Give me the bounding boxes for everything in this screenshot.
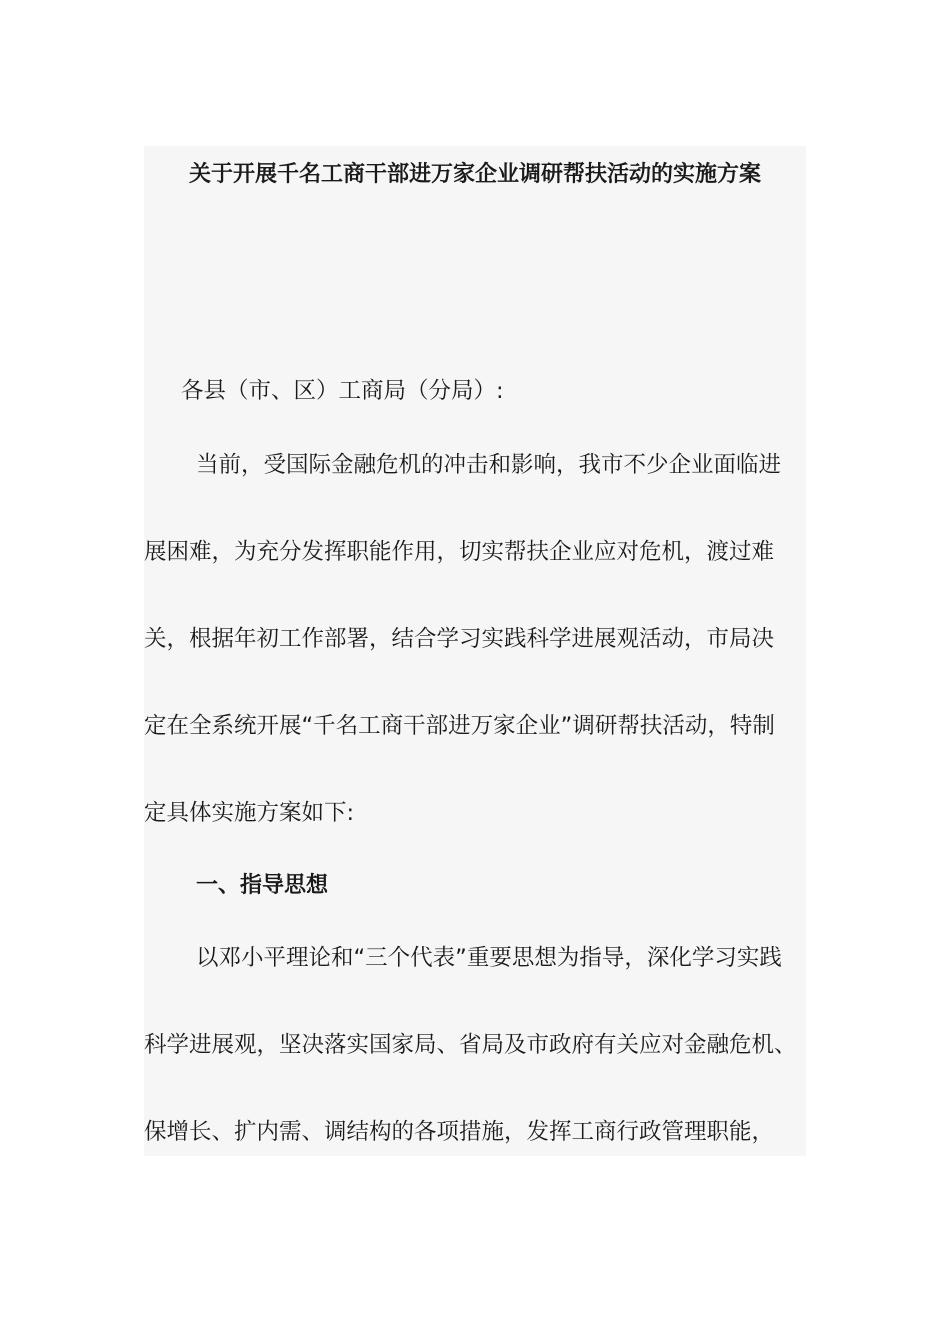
paragraph-2-line-1: 以邓小平理论和“三个代表”重要思想为指导，深化学习实践 <box>196 945 782 971</box>
paragraph-1-line-2: 展困难，为充分发挥职能作用，切实帮扶企业应对危机，渡过难 <box>144 539 775 565</box>
paragraph-1-line-5: 定具体实施方案如下: <box>144 800 355 826</box>
document-page <box>144 146 806 1156</box>
paragraph-2-line-2: 科学进展观，坚决落实国家局、省局及市政府有关应对金融危机、 <box>144 1032 797 1058</box>
section-1-heading: 一、指导思想 <box>196 873 329 898</box>
paragraph-1-line-4: 定在全系统开展“千名工商干部进万家企业”调研帮扶活动，特制 <box>144 713 775 739</box>
paragraph-1-line-1: 当前，受国际金融危机的冲击和影响，我市不少企业面临进 <box>196 452 782 478</box>
paragraph-2-line-3: 保增长、扩内需、调结构的各项措施，发挥工商行政管理职能， <box>144 1119 775 1145</box>
paragraph-1-line-3: 关，根据年初工作部署，结合学习实践科学进展观活动，市局决 <box>144 626 775 652</box>
document-title: 关于开展千名工商干部进万家企业调研帮扶活动的实施方案 <box>188 162 761 187</box>
salutation: 各县（市、区）工商局（分局）: <box>181 378 504 404</box>
